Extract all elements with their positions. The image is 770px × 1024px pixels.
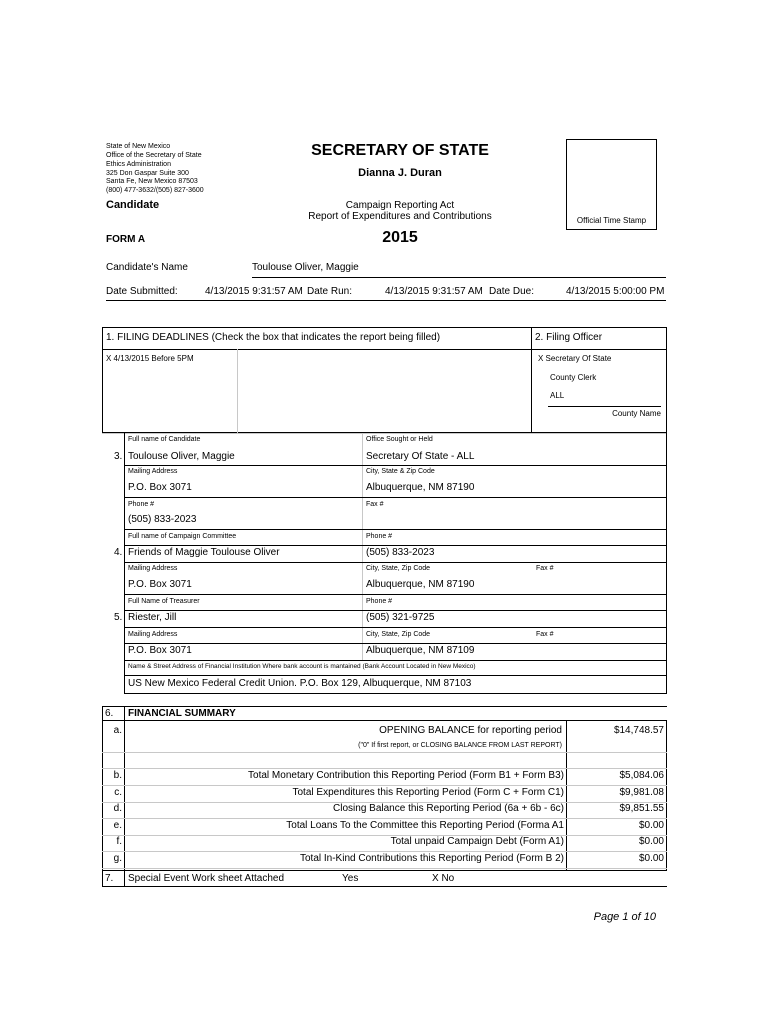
summary-row-label: Total Loans To the Committee this Reporting Period (Forma A1 <box>286 820 564 831</box>
section-number: 7. <box>105 873 114 884</box>
section-number: 3. <box>114 451 123 462</box>
candidate-name-label: Candidate's Name <box>106 262 188 273</box>
summary-row-value: $0.00 <box>638 836 664 847</box>
summary-row-label: Closing Balance this Reporting Period (6a + 6b - 6c) <box>333 803 564 814</box>
field-label: Name & Street Address of Financial Institution Where bank account is mantained (Bank Account Located in New Mexico) <box>128 663 476 670</box>
summary-row-value: $5,084.06 <box>619 770 664 781</box>
grid-line <box>237 349 238 433</box>
divider <box>124 660 667 661</box>
office-line: State of New Mexico <box>106 143 171 150</box>
grid-line <box>102 868 667 869</box>
field-label: City, State, Zip Code <box>366 565 431 572</box>
field-label: Fax # <box>536 565 554 572</box>
divider <box>124 643 667 644</box>
opening-balance-label: OPENING BALANCE for reporting period <box>379 725 562 736</box>
date-due: 4/13/2015 5:00:00 PM <box>566 286 665 297</box>
grid-line <box>362 433 363 660</box>
secretary-name: Dianna J. Duran <box>358 167 442 179</box>
report-title: Report of Expenditures and Contributions <box>308 211 492 222</box>
field-label: Phone # <box>366 533 393 540</box>
divider <box>102 706 667 707</box>
row-letter: d. <box>113 803 122 814</box>
divider <box>252 277 666 278</box>
time-stamp-label: Official Time Stamp <box>576 216 647 225</box>
section-number: 5. <box>114 612 123 623</box>
grid-line <box>102 768 667 769</box>
divider <box>124 545 667 546</box>
divider <box>666 433 667 693</box>
treasurer-city: Albuquerque, NM 87109 <box>366 645 475 656</box>
divider <box>666 720 667 870</box>
field-label: Fax # <box>536 631 554 638</box>
filing-officer-header: 2. Filing Officer <box>535 332 603 343</box>
office-line: Ethics Administration <box>106 161 171 168</box>
treasurer-mailing-address: P.O. Box 3071 <box>128 645 192 656</box>
divider <box>106 300 666 301</box>
divider <box>124 497 667 498</box>
grid-line <box>102 433 667 434</box>
financial-summary-header: FINANCIAL SUMMARY <box>128 708 236 719</box>
divider <box>531 327 532 433</box>
opening-balance-value: $14,748.57 <box>613 725 664 736</box>
row-letter: g. <box>113 853 122 864</box>
county-name-line <box>548 406 661 407</box>
date-submitted-label: Date Submitted: <box>106 286 178 297</box>
field-label: Mailing Address <box>128 631 178 638</box>
filing-deadlines-header: 1. FILING DEADLINES (Check the box that indicates the report being filled) <box>106 332 441 343</box>
row-letter: b. <box>113 770 122 781</box>
financial-institution: US New Mexico Federal Credit Union. P.O. Box 129, Albuquerque, NM 87103 <box>128 678 472 689</box>
field-label: Office Sought or Held <box>366 436 433 443</box>
date-submitted: 4/13/2015 9:31:57 AM <box>205 286 303 297</box>
summary-row-label: Total unpaid Campaign Debt (Form A1) <box>390 836 564 847</box>
field-label: Phone # <box>128 501 155 508</box>
grid-line <box>102 785 667 786</box>
report-year: 2015 <box>382 229 418 246</box>
office-line: Santa Fe, New Mexico 87503 <box>106 178 198 185</box>
candidate-phone: (505) 833-2023 <box>128 514 197 525</box>
page-title: SECRETARY OF STATE <box>311 142 489 159</box>
officer-all: ALL <box>550 391 565 400</box>
divider <box>566 720 567 870</box>
committee-name: Friends of Maggie Toulouse Oliver <box>128 547 280 558</box>
field-label: Full name of Campaign Committee <box>128 533 237 540</box>
date-run: 4/13/2015 9:31:57 AM <box>385 286 483 297</box>
divider <box>124 433 125 693</box>
summary-row-value: $0.00 <box>638 853 664 864</box>
special-event-label: Special Event Work sheet Attached <box>128 873 285 884</box>
divider <box>124 610 667 611</box>
row-letter: a. <box>113 725 122 736</box>
divider <box>124 706 125 886</box>
county-name-label: County Name <box>612 409 661 418</box>
candidate-mailing-address: P.O. Box 3071 <box>128 482 192 493</box>
field-label: Mailing Address <box>128 565 178 572</box>
act-title: Campaign Reporting Act <box>345 200 455 211</box>
divider <box>102 886 667 887</box>
divider <box>124 529 667 530</box>
candidate-city: Albuquerque, NM 87190 <box>366 482 475 493</box>
section-number: 6. <box>105 708 114 719</box>
committee-city: Albuquerque, NM 87190 <box>366 579 475 590</box>
field-label: City, State, Zip Code <box>366 631 431 638</box>
date-due-label: Date Due: <box>489 286 535 297</box>
grid-line <box>102 752 667 753</box>
candidate-heading: Candidate <box>106 199 160 211</box>
section-number: 4. <box>114 547 123 558</box>
field-label: Full name of Candidate <box>128 436 201 443</box>
officer-secretary-of-state[interactable]: X Secretary Of State <box>538 354 612 363</box>
field-label: Fax # <box>366 501 384 508</box>
row-letter: e. <box>113 820 122 831</box>
row-letter: c. <box>114 787 122 798</box>
office-sought: Secretary Of State - ALL <box>366 451 475 462</box>
office-line: (800) 477-3632/(505) 827-3600 <box>106 187 204 194</box>
opening-balance-note: ("0" If first report, or CLOSING BALANCE FROM LAST REPORT) <box>358 742 562 749</box>
officer-county-clerk[interactable]: County Clerk <box>550 373 597 382</box>
grid-line <box>102 851 667 852</box>
divider <box>102 720 667 721</box>
special-event-no[interactable]: X No <box>432 873 455 884</box>
summary-row-value: $9,851.55 <box>619 803 664 814</box>
office-line: Office of the Secretary of State <box>106 152 202 159</box>
divider <box>124 693 667 694</box>
committee-phone: (505) 833-2023 <box>366 547 435 558</box>
page-number: Page 1 of 10 <box>593 911 656 923</box>
field-label: City, State & Zip Code <box>366 468 435 475</box>
form-label: FORM A <box>106 234 146 245</box>
summary-row-label: Total Monetary Contribution this Reporting Period (Form B1 + Form B3) <box>248 770 564 781</box>
candidate-full-name: Toulouse Oliver, Maggie <box>128 451 235 462</box>
divider <box>124 627 667 628</box>
row-letter: f. <box>116 836 122 847</box>
candidate-name: Toulouse Oliver, Maggie <box>252 262 359 273</box>
treasurer-phone: (505) 321-9725 <box>366 612 435 623</box>
office-line: 325 Don Gaspar Suite 300 <box>106 170 189 177</box>
filing-deadline-checked[interactable]: X 4/13/2015 Before 5PM <box>106 354 194 363</box>
special-event-yes[interactable]: Yes <box>342 873 359 884</box>
divider <box>102 870 667 871</box>
divider <box>102 349 667 350</box>
divider <box>124 562 667 563</box>
grid-line <box>102 818 667 819</box>
summary-row-value: $9,981.08 <box>619 787 664 798</box>
field-label: Phone # <box>366 598 393 605</box>
field-label: Mailing Address <box>128 468 178 475</box>
divider <box>124 675 667 676</box>
divider <box>124 594 667 595</box>
divider <box>124 465 667 466</box>
date-run-label: Date Run: <box>307 286 353 297</box>
summary-row-label: Total In-Kind Contributions this Reporting Period (Form B 2) <box>299 853 564 864</box>
treasurer-name: Riester, Jill <box>128 612 177 623</box>
summary-row-label: Total Expenditures this Reporting Period (Form C + Form C1) <box>292 787 564 798</box>
field-label: Full Name of Treasurer <box>128 598 200 605</box>
summary-row-value: $0.00 <box>638 820 664 831</box>
committee-mailing-address: P.O. Box 3071 <box>128 579 192 590</box>
time-stamp-box <box>566 139 657 230</box>
